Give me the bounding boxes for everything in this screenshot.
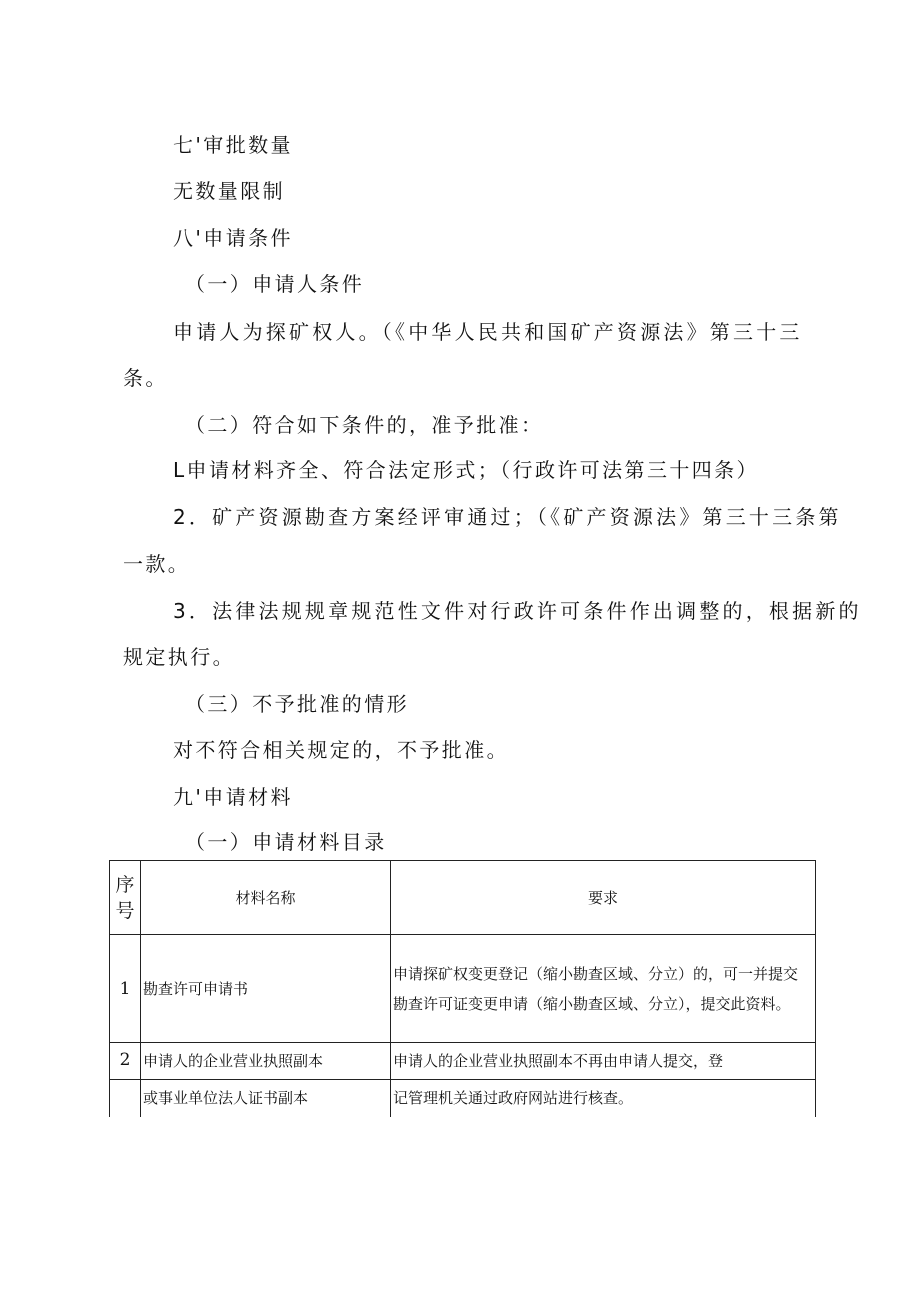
row-2-material-name: 申请人的企业营业执照副本: [141, 1043, 391, 1080]
section-heading-conditions: 八'申请条件: [173, 226, 293, 250]
row-2-num: 2: [110, 1043, 141, 1080]
table-row: [110, 1043, 816, 1080]
subheading-applicant-conditions: （一）申请人条件: [185, 272, 365, 296]
condition-item-3-cont: 规定执行。: [123, 645, 235, 669]
row-3-requirement: 记管理机关通过政府网站进行核查。: [391, 1080, 816, 1117]
row-1-material-name: 勘查许可申请书: [141, 935, 391, 1043]
header-seq: 序号: [110, 861, 141, 935]
condition-item-2: 2．矿产资源勘查方案经评审通过；（《矿产资源法》第三十三条第: [173, 505, 842, 529]
subheading-rejection-cases: （三）不予批准的情形: [185, 692, 409, 716]
applicant-condition-text: 申请人为探矿权人。（《中华人民共和国矿产资源法》第三十三: [173, 320, 803, 344]
applicant-condition-text-cont: 条。: [123, 366, 168, 390]
approval-quantity-text: 无数量限制: [173, 179, 285, 203]
rejection-text: 对不符合相关规定的，不予批准。: [173, 738, 509, 762]
section-heading-materials: 九'申请材料: [173, 785, 293, 809]
row-1-requirement-line-2: 勘查许可证变更申请（缩小勘查区域、分立），提交此资料。: [393, 994, 791, 1013]
materials-table: [109, 860, 816, 1117]
row-1-requirement-line-1: 申请探矿权变更登记（缩小勘查区域、分立）的，可一并提交: [393, 964, 799, 983]
row-3-num: [110, 1080, 141, 1117]
row-2-requirement: 申请人的企业营业执照副本不再由申请人提交，登: [391, 1043, 816, 1080]
row-1-num: 1: [110, 935, 141, 1043]
header-requirement: 要求: [391, 861, 816, 935]
header-material-name: 材料名称: [141, 861, 391, 935]
row-1-requirement: [391, 935, 816, 1043]
condition-item-3: 3．法律法规规章规范性文件对行政许可条件作出调整的，根据新的: [173, 599, 862, 623]
table-row: [110, 1080, 816, 1117]
subheading-materials-list: （一）申请材料目录: [185, 830, 387, 854]
subheading-approval-conditions: （二）符合如下条件的，准予批准：: [185, 413, 544, 437]
section-heading-approval-quantity: 七'审批数量: [173, 133, 293, 157]
condition-item-1: L申请材料齐全、符合法定形式；（行政许可法第三十四条）: [173, 458, 759, 482]
row-3-material-name: 或事业单位法人证书副本: [141, 1080, 391, 1117]
table-row: [110, 935, 816, 1043]
table-header-row: [110, 861, 816, 935]
condition-item-2-cont: 一款。: [123, 552, 191, 576]
